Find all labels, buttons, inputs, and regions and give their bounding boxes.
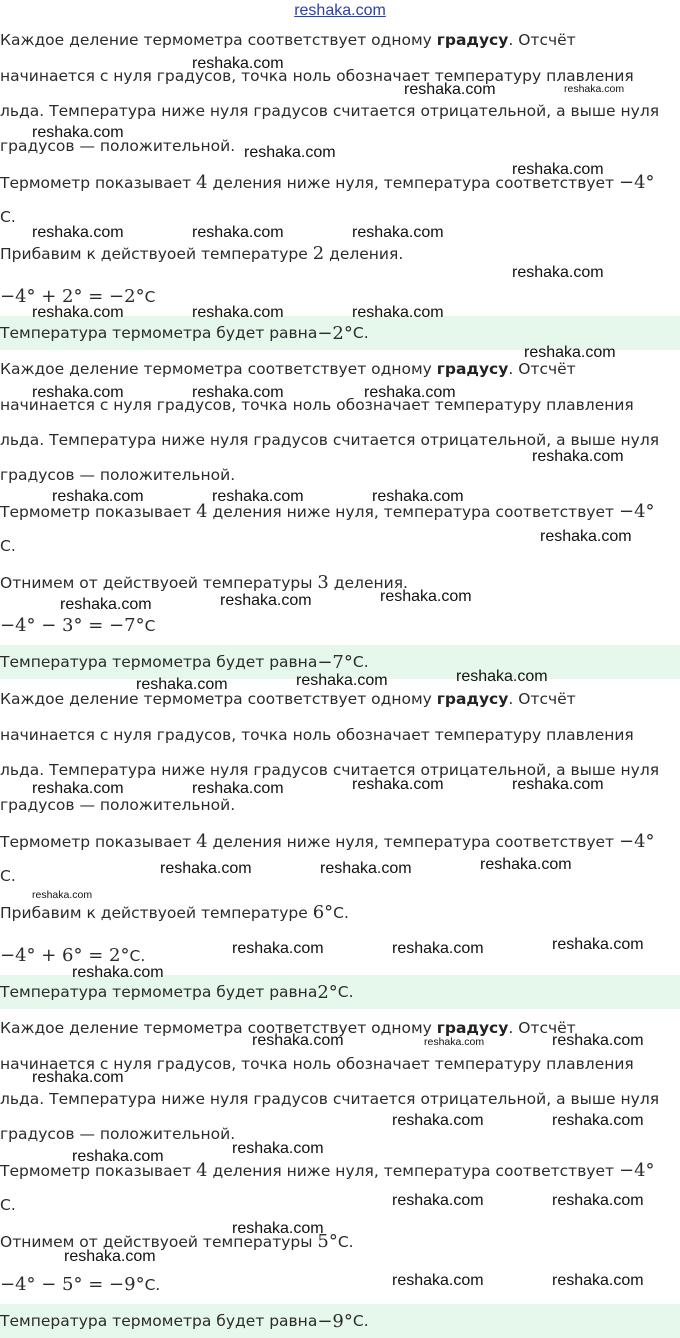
watermark: reshaka.com <box>392 1272 484 1289</box>
reading-line-2 <box>0 206 16 228</box>
equation: −4° − 5° = −9° <box>0 1274 145 1295</box>
action-text: С. <box>337 1233 354 1251</box>
result-text: Температура термометра будет равна <box>0 1312 318 1330</box>
equation: −4° + 6° = 2° <box>0 945 130 966</box>
intro-text: Каждое деление термометра соответствует одному <box>0 360 437 378</box>
watermark: reshaka.com <box>32 384 124 401</box>
change-amount: 5° <box>317 1231 338 1252</box>
reading-line-2 <box>0 865 16 887</box>
intro-text: начинается с нуля градусов, точка ноль обозначает температуру плавления <box>0 396 634 414</box>
reading-unit: С. <box>0 208 16 226</box>
change-amount: 2 <box>312 243 325 264</box>
equation-line <box>0 1274 160 1296</box>
result-text: Температура термометра будет равна <box>0 653 318 671</box>
action-text: деления. <box>328 574 408 592</box>
intro-text: . Отсчёт <box>508 360 576 378</box>
watermark: reshaka.com <box>552 1032 644 1049</box>
start-temperature: −4° <box>619 1160 655 1181</box>
watermark: reshaka.com <box>72 964 164 981</box>
action-text: Прибавим к действуоей температуре <box>0 245 313 263</box>
intro-text: градусов — положительной. <box>0 137 236 155</box>
equation-unit: С <box>144 617 156 635</box>
intro-text: градусов — положительной. <box>0 796 236 814</box>
equation-unit: С <box>144 288 156 306</box>
intro-line-1 <box>0 688 576 710</box>
term-degree: градусу <box>436 690 509 708</box>
action-text: С. <box>333 904 349 922</box>
watermark: reshaka.com <box>244 144 336 161</box>
watermark: reshaka.com <box>512 264 604 281</box>
watermark: reshaka.com <box>552 1272 644 1289</box>
intro-text: . Отсчёт <box>508 690 576 708</box>
result-row <box>0 1304 680 1338</box>
watermark: reshaka.com <box>192 384 284 401</box>
term-degree: градусу <box>436 1019 509 1037</box>
intro-line-4 <box>0 464 235 486</box>
watermark: reshaka.com <box>220 592 312 609</box>
watermark: reshaka.com <box>320 860 412 877</box>
reading-text: Термометр показывает <box>0 1162 197 1180</box>
watermark: reshaka.com <box>192 224 284 241</box>
intro-text: начинается с нуля градусов, точка ноль обозначает температуру плавления <box>0 726 634 744</box>
intro-text: льда. Температура ниже нуля градусов считается отрицательной, а выше нуля <box>0 102 660 120</box>
result-temperature: −2° <box>317 322 353 344</box>
start-temperature: −4° <box>619 831 655 852</box>
result-temperature: 2° <box>317 981 338 1003</box>
intro-line-2 <box>0 65 634 87</box>
change-amount: 6° <box>312 902 334 923</box>
watermark: reshaka.com <box>32 889 93 901</box>
watermark: reshaka.com <box>352 304 444 321</box>
intro-line-4 <box>0 1123 235 1145</box>
watermark: reshaka.com <box>212 488 304 505</box>
reading-text: деления ниже нуля, температура соответствует <box>207 833 620 851</box>
equation-line <box>0 615 155 637</box>
reading-line-1 <box>0 831 655 853</box>
reading-unit: С. <box>0 1196 16 1214</box>
result-temperature: −7° <box>317 651 353 673</box>
watermark: reshaka.com <box>404 81 496 98</box>
term-degree: градусу <box>436 31 509 49</box>
reading-unit: С. <box>0 867 16 885</box>
watermark: reshaka.com <box>60 596 152 613</box>
intro-text: начинается с нуля градусов, точка ноль обозначает температуру плавления <box>0 1055 634 1073</box>
intro-line-1 <box>0 358 576 380</box>
watermark: reshaka.com <box>192 55 284 72</box>
result-temperature: −9° <box>317 1310 353 1332</box>
result-unit: С. <box>352 1312 369 1330</box>
watermark: reshaka.com <box>72 1148 164 1165</box>
watermark: reshaka.com <box>252 1032 344 1049</box>
intro-text: льда. Температура ниже нуля градусов считается отрицательной, а выше нуля <box>0 761 660 779</box>
equation: −4° + 2° = −2° <box>0 286 145 307</box>
intro-text: . Отсчёт <box>508 1019 576 1037</box>
reading-text: деления ниже нуля, температура соответствует <box>207 1162 620 1180</box>
watermark: reshaka.com <box>32 124 124 141</box>
watermark: reshaka.com <box>352 776 444 793</box>
division-count: 4 <box>196 831 208 852</box>
equation-unit: С. <box>144 1276 161 1294</box>
equation: −4° − 3° = −7° <box>0 615 145 636</box>
watermark: reshaka.com <box>232 940 324 957</box>
watermark: reshaka.com <box>552 1192 644 1209</box>
watermark: reshaka.com <box>52 488 144 505</box>
watermark: reshaka.com <box>524 344 616 361</box>
reading-line-2 <box>0 1194 16 1216</box>
start-temperature: −4° <box>619 501 655 522</box>
division-count: 4 <box>196 501 208 522</box>
intro-text: льда. Температура ниже нуля градусов считается отрицательной, а выше нуля <box>0 431 660 449</box>
result-unit: С. <box>352 324 369 342</box>
result-text: Температура термометра будет равна <box>0 983 318 1001</box>
reading-text: Термометр показывает <box>0 833 197 851</box>
site-link[interactable]: reshaka.com <box>294 2 386 19</box>
intro-line-2 <box>0 724 634 746</box>
intro-line-1 <box>0 29 576 51</box>
watermark: reshaka.com <box>512 161 604 178</box>
watermark: reshaka.com <box>160 860 252 877</box>
watermark: reshaka.com <box>392 940 484 957</box>
intro-text: Каждое деление термометра соответствует одному <box>0 690 437 708</box>
equation-unit: С. <box>129 947 146 965</box>
start-temperature: −4° <box>619 172 655 193</box>
intro-text: градусов — положительной. <box>0 1125 236 1143</box>
watermark: reshaka.com <box>380 588 472 605</box>
result-unit: С. <box>337 983 354 1001</box>
term-degree: градусу <box>436 360 509 378</box>
watermark: reshaka.com <box>32 224 124 241</box>
change-amount: 3 <box>317 572 329 593</box>
reading-line-2 <box>0 535 16 557</box>
action-text: деления. <box>324 245 404 263</box>
watermark: reshaka.com <box>232 1140 324 1157</box>
result-unit: С. <box>352 653 369 671</box>
watermark: reshaka.com <box>192 780 284 797</box>
action-text: Отнимем от действуоей температуры <box>0 1233 318 1251</box>
intro-text: льда. Температура ниже нуля градусов считается отрицательной, а выше нуля <box>0 1090 660 1108</box>
watermark: reshaka.com <box>456 668 548 685</box>
intro-text: Каждое деление термометра соответствует одному <box>0 31 437 49</box>
intro-text: начинается с нуля градусов, точка ноль обозначает температуру плавления <box>0 67 634 85</box>
division-count: 4 <box>196 172 208 193</box>
watermark: reshaka.com <box>64 1248 156 1265</box>
watermark: reshaka.com <box>232 1220 324 1237</box>
action-line <box>0 902 349 924</box>
intro-line-3 <box>0 1088 659 1110</box>
watermark: reshaka.com <box>296 672 388 689</box>
watermark: reshaka.com <box>352 224 444 241</box>
reading-text: деления ниже нуля, температура соответствует <box>207 174 620 192</box>
action-text: Прибавим к действуоей температуре <box>0 904 313 922</box>
intro-text: Каждое деление термометра соответствует одному <box>0 1019 437 1037</box>
watermark: reshaka.com <box>552 936 644 953</box>
reading-text: Термометр показывает <box>0 503 197 521</box>
watermark: reshaka.com <box>32 304 124 321</box>
watermark: reshaka.com <box>32 1069 124 1086</box>
watermark: reshaka.com <box>32 780 124 797</box>
watermark: reshaka.com <box>372 488 464 505</box>
division-count: 4 <box>196 1160 208 1181</box>
intro-text: . Отсчёт <box>508 31 576 49</box>
reading-unit: С. <box>0 537 16 555</box>
watermark: reshaka.com <box>136 676 228 693</box>
reading-text: деления ниже нуля, температура соответствует <box>207 503 620 521</box>
watermark: reshaka.com <box>532 448 624 465</box>
watermark: reshaka.com <box>512 776 604 793</box>
intro-line-3 <box>0 100 659 122</box>
watermark: reshaka.com <box>540 528 632 545</box>
action-line <box>0 572 408 594</box>
watermark: reshaka.com <box>480 856 572 873</box>
watermark: reshaka.com <box>552 1112 644 1129</box>
watermark: reshaka.com <box>564 83 625 95</box>
watermark: reshaka.com <box>192 304 284 321</box>
action-line <box>0 243 403 265</box>
intro-text: градусов — положительной. <box>0 466 236 484</box>
action-text: Отнимем от действуоей температуры <box>0 574 318 592</box>
reading-text: Термометр показывает <box>0 174 197 192</box>
watermark: reshaka.com <box>424 1036 485 1048</box>
watermark: reshaka.com <box>364 384 456 401</box>
watermark: reshaka.com <box>392 1112 484 1129</box>
result-text: Температура термометра будет равна <box>0 324 318 342</box>
watermark: reshaka.com <box>392 1192 484 1209</box>
